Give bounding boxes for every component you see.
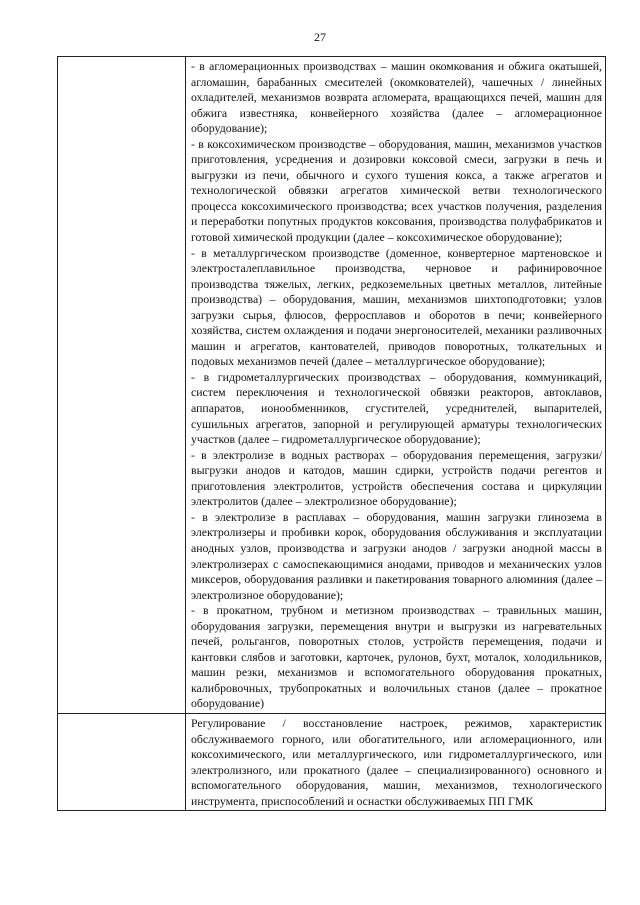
cell-text [191,59,602,712]
page-number: 27 [314,30,326,44]
cell-text [191,716,602,809]
paragraph-metallurgical: - в металлургическом производстве (доменное, конвертерное мартеновское и электросталеплавильное производства, черновое и рафинировочное производства тяжелых, легких, редкоземельных цветных металлов, литейные производства) – оборудования, машин, механизмов шихтоподготовки; узлов загрузки сырья, флюсов, ферросплавов и оборотов в печи; конвейерного хозяйства, систем охлаждения и подачи энергоносителей, механики разливочных машин и агрегатов, кантователей, приводов поворотных, толкательных и подовых механизмов печей (далее – металлургическое оборудование); [191,245,602,369]
requirements-table [57,56,606,811]
table-cell-right [186,57,606,714]
paragraph-aqueous-electrolysis: - в электролизе в водных растворах – оборудования перемещения, загрузки/выгрузки анодов и катодов, машин сдирки, устройств подачи регентов и приготовления электролитов, устройств обеспечения состава и циркуляции электролитов (далее – электролизное оборудование); [191,447,602,509]
table-cell-right [186,713,606,810]
table-row [58,713,606,810]
paragraph-coke-chemical: - в коксохимическом производстве – оборудования, машин, механизмов участков приготовления, усреднения и дозировки коксовой смеси, загрузки в печь и выгрузки из печи, обычного и сухого тушения кокса, а также агрегатов и технологической обвязки агрегатов химической ветви технологического процесса коксохимического производства; всех участков получения, разделения и переработки попутных продуктов коксования, производства полуфабрикатов и готовой химической продукции (далее – коксохимическое оборудование); [191,136,602,245]
paragraph-regulation: Регулирование / восстановление настроек, режимов, характеристик обслуживаемого горного, или обогатительного, или агломерационного, или коксохимического, или металлургического, или гидрометаллургического, или электролизного, или прокатного (далее – специализированного) основного и вспомогательного оборудования, машин, механизмов, технологического инструмента, приспособлений и оснастки обслуживаемых ПП ГМК [191,715,602,808]
paragraph-rolling: - в прокатном, трубном и метизном производствах – травильных машин, оборудования загрузки, перемещения внутри и выгрузки из нагревательных печей, рольгангов, поворотных столов, устройств перемещения, подачи и кантовки слябов и заготовки, карточек, рулонов, бухт, моталок, холодильников, машин резки, механизмов и вспомогательного оборудования прокатных, калибровочных, трубопрокатных и волочильных станов (далее – прокатное оборудование) [191,603,602,711]
paragraph-hydrometallurgical: - в гидрометаллургических производствах – оборудования, коммуникаций, систем переключения и технологической обвязки реакторов, автоклавов, аппаратов, ионообменников, сгустителей, усреднителей, выпарителей, сушильных агрегатов, запорной и регулирующей арматуры технологических участков (далее – гидрометаллургическое оборудование); [191,369,602,447]
table-row [58,57,606,714]
paragraph-melt-electrolysis: - в электролизе в расплавах – оборудования, машин загрузки глинозема в электролизеры и пробивки корок, оборудования обслуживания и эксплуатации анодных узлов, производства и загрузки анодов / загрузки анодной массы в электролизерах с самоспекающимися анодами, приводов и механических узлов миксеров, оборудования разливки и пакетирования товарного алюминия (далее – электролизное оборудование); [191,509,602,602]
paragraph-agglomeration: - в агломерационных производствах – машин окомкования и обжига окатышей, агломашин, барабанных смесителей (окомкователей), чашечных / линейных охладителей, механизмов возврата агломерата, вращающихся печей, машин для обжига известняка, конвейерного хозяйства (далее – агломерационное оборудование); [191,59,602,136]
table-cell-left [58,713,186,810]
table-cell-left [58,57,186,714]
